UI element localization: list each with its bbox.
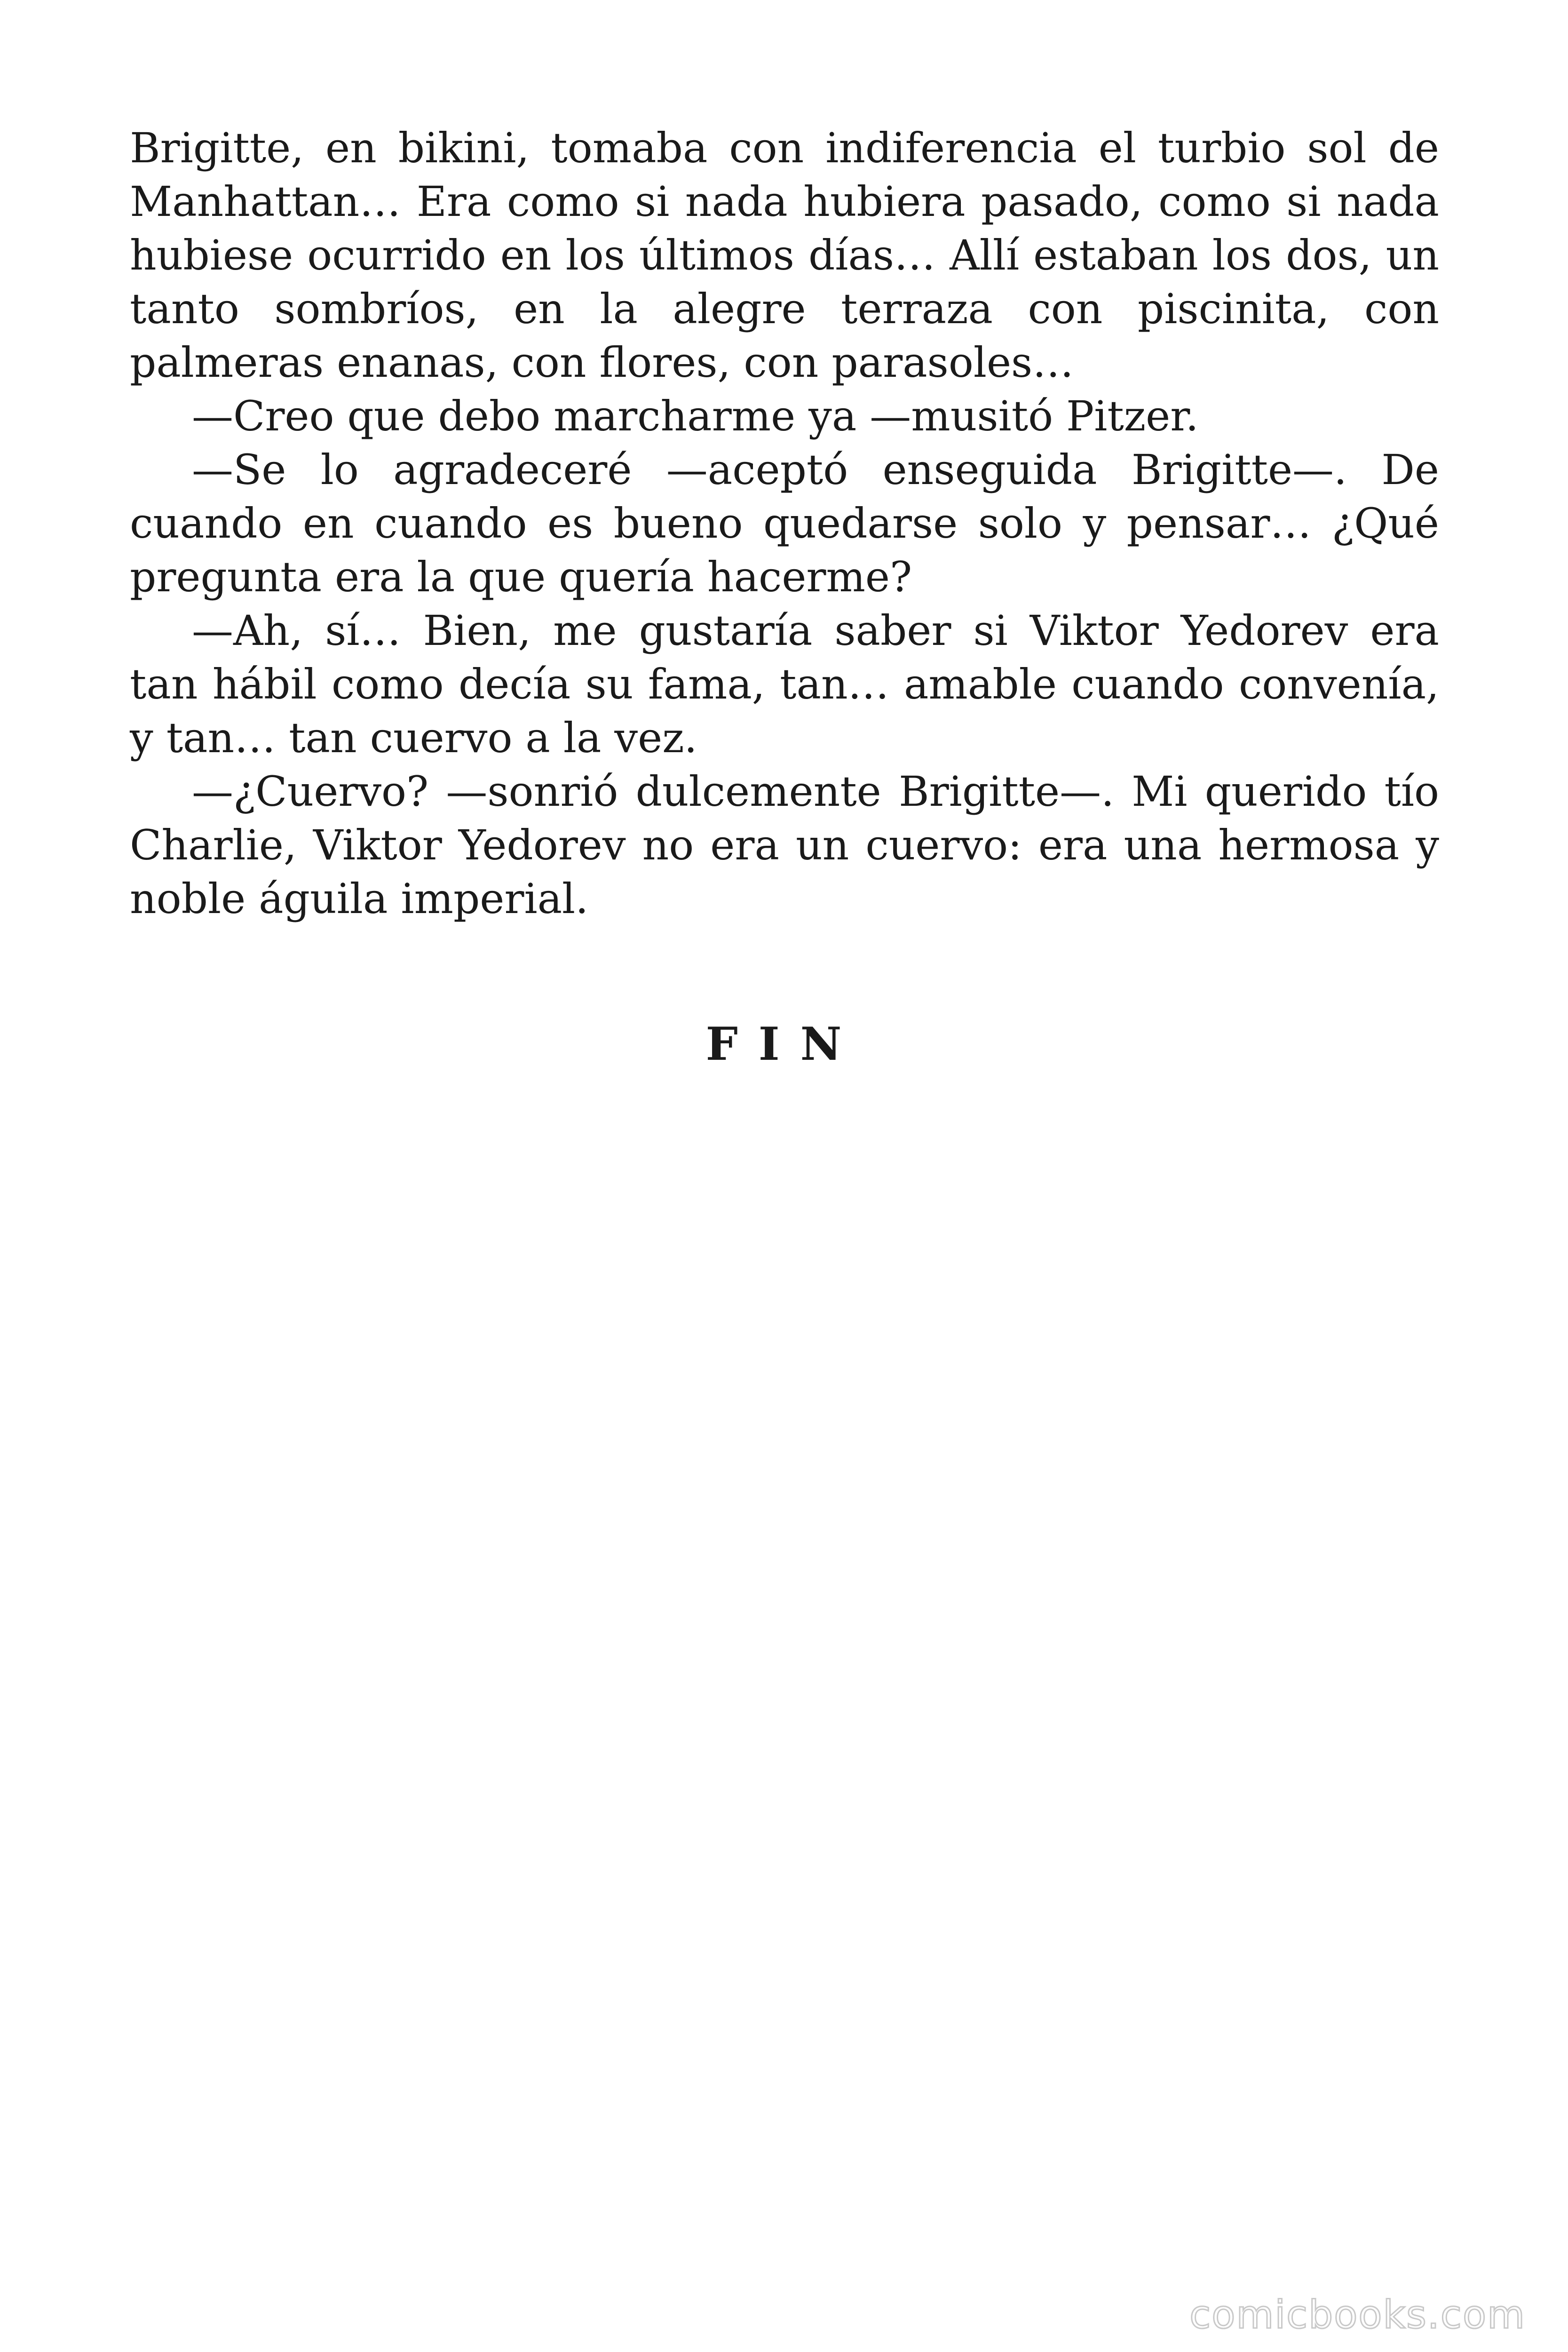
paragraph-5: —¿Cuervo? —sonrió dulcemente Brigitte—. Mi querido tío Charlie, Viktor Yedorev no era un cuervo: era una hermosa y noble águila imperial. [130,767,1439,923]
body-text [130,121,1439,926]
end-marker: FIN [705,1017,863,1071]
paragraph-3: —Se lo agradeceré —aceptó enseguida Brigitte—. De cuando en cuando es bueno quedarse solo y pensar… ¿Qué pregunta era la que quería hacerme? [130,445,1439,601]
paragraph-2: —Creo que debo marcharme ya —musitó Pitzer. [192,392,1199,440]
watermark: comicbooks.com [1189,2293,1526,2337]
paragraph-4: —Ah, sí… Bien, me gustaría saber si Viktor Yedorev era tan hábil como decía su fama, tan… amable cuando convenía, y tan… tan cuervo a la vez. [130,606,1439,762]
paragraph-1: Brigitte, en bikini, tomaba con indiferencia el turbio sol de Manhattan… Era como si nada hubiera pasado, como si nada hubiese ocurrido en los últimos días… Allí estaban los dos, un tanto sombríos, en la alegre terraza con piscinita, con palmeras enanas, con flores, con parasoles… [130,124,1439,387]
